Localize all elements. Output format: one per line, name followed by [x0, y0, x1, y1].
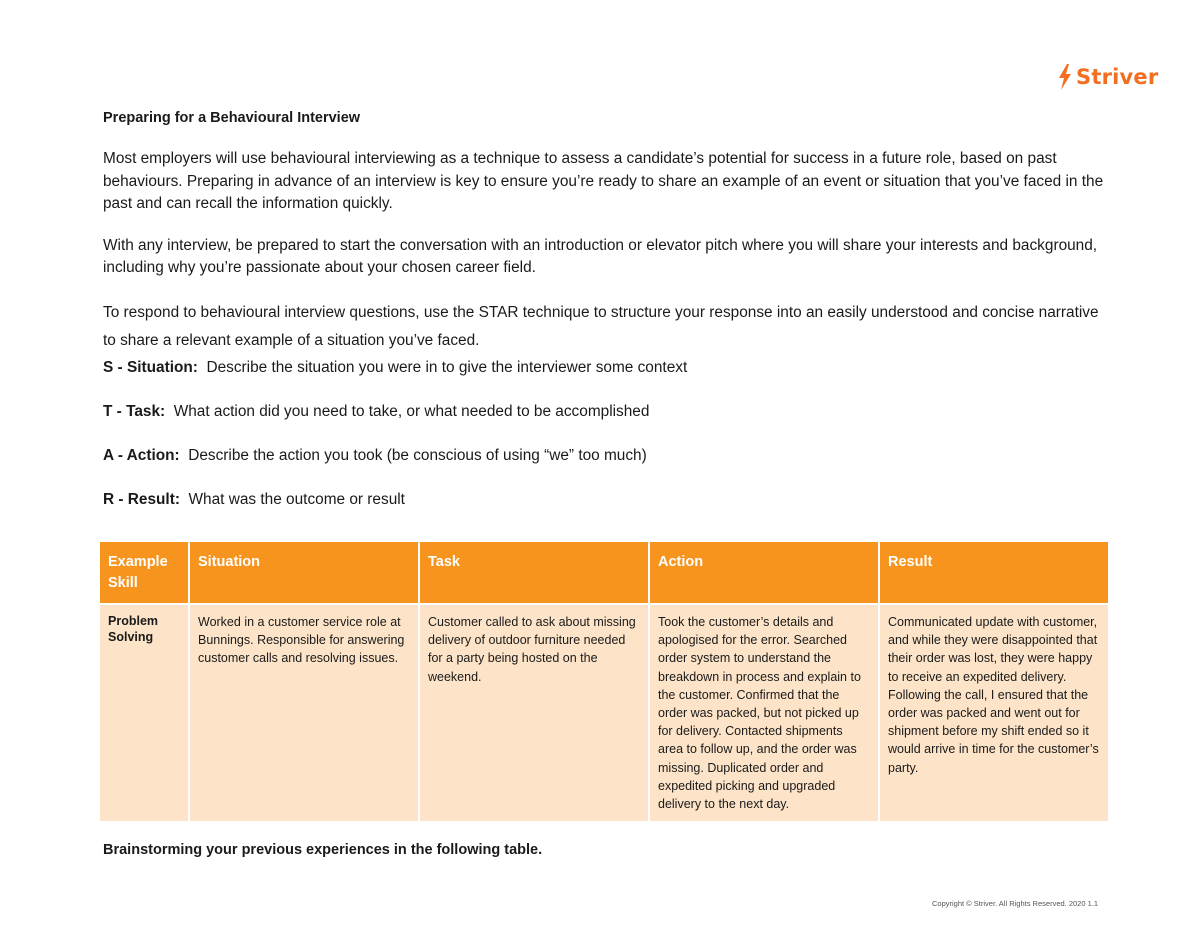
cell-task: Customer called to ask about missing delivery of outdoor furniture needed for a party being hosted on the weekend.: [420, 605, 648, 821]
page-title: Preparing for a Behavioural Interview: [103, 110, 361, 126]
star-action: [103, 445, 1113, 467]
cell-example-skill: Problem Solving: [100, 605, 188, 821]
table-header-row: [100, 542, 1108, 603]
star-text: Describe the situation you were in to give the interviewer some context: [206, 358, 688, 376]
star-situation: [103, 357, 1113, 379]
column-header-action: Action: [650, 542, 878, 603]
star-text: What action did you need to take, or what needed to be accomplished: [173, 402, 650, 420]
document-body: [103, 110, 1113, 533]
intro-paragraph: Most employers will use behavioural interviewing as a technique to assess a candidate’s potential for success in a future role, based on past behaviours. Preparing in advance of an interview is key to ensure you’re ready to share an example of an event or situation that you’ve faced in the past and can recall the information quickly.: [103, 150, 1104, 212]
star-example-table: [98, 540, 1110, 823]
star-label: R - Result:: [103, 490, 180, 508]
column-header-result: Result: [880, 542, 1108, 603]
star-text: Describe the action you took (be conscious of using “we” too much): [188, 446, 647, 464]
striver-logo: [1058, 64, 1158, 90]
star-label: A - Action:: [103, 446, 180, 464]
cell-action: Took the customer’s details and apologised for the error. Searched order system to understand the breakdown in process and explain to the customer. Confirmed that the order was packed, but not picked up for delivery. Contacted shipments area to follow up, and the order was missing. Duplicated order and expedited picking and upgraded delivery to the next day.: [650, 605, 878, 821]
star-intro-paragraph: To respond to behavioural interview questions, use the STAR technique to structure your response into an easily understood and concise narrative to share a relevant example of a situation you’ve faced.: [103, 303, 1099, 349]
star-label: T - Task:: [103, 402, 166, 420]
cell-result: Communicated update with customer, and while they were disappointed that their order was lost, they were happy to receive an expedited delivery. Following the call, I ensured that the order was packed and went out for shipment before my shift ended so it would arrive in time for the customer’s party.: [880, 605, 1108, 821]
column-header-example-skill: Example Skill: [100, 542, 188, 603]
star-text: What was the outcome or result: [188, 490, 405, 508]
elevator-pitch-paragraph: With any interview, be prepared to start the conversation with an introduction or elevator pitch where you will share your interests and background, including why you’re passionate about your chosen career field.: [103, 236, 1098, 276]
copyright-footer: Copyright © Striver. All Rights Reserved. 2020 1.1: [932, 899, 1099, 908]
lightning-bolt-icon: [1058, 64, 1072, 90]
star-label: S - Situation:: [103, 358, 198, 376]
star-result: [103, 489, 1113, 511]
brand-name: Striver: [1076, 65, 1159, 89]
cell-situation: Worked in a customer service role at Bunnings. Responsible for answering customer calls and resolving issues.: [190, 605, 418, 821]
table-row: [100, 605, 1108, 821]
column-header-task: Task: [420, 542, 648, 603]
star-task: [103, 401, 1113, 423]
brainstorm-heading: Brainstorming your previous experiences in the following table.: [103, 842, 543, 858]
column-header-situation: Situation: [190, 542, 418, 603]
